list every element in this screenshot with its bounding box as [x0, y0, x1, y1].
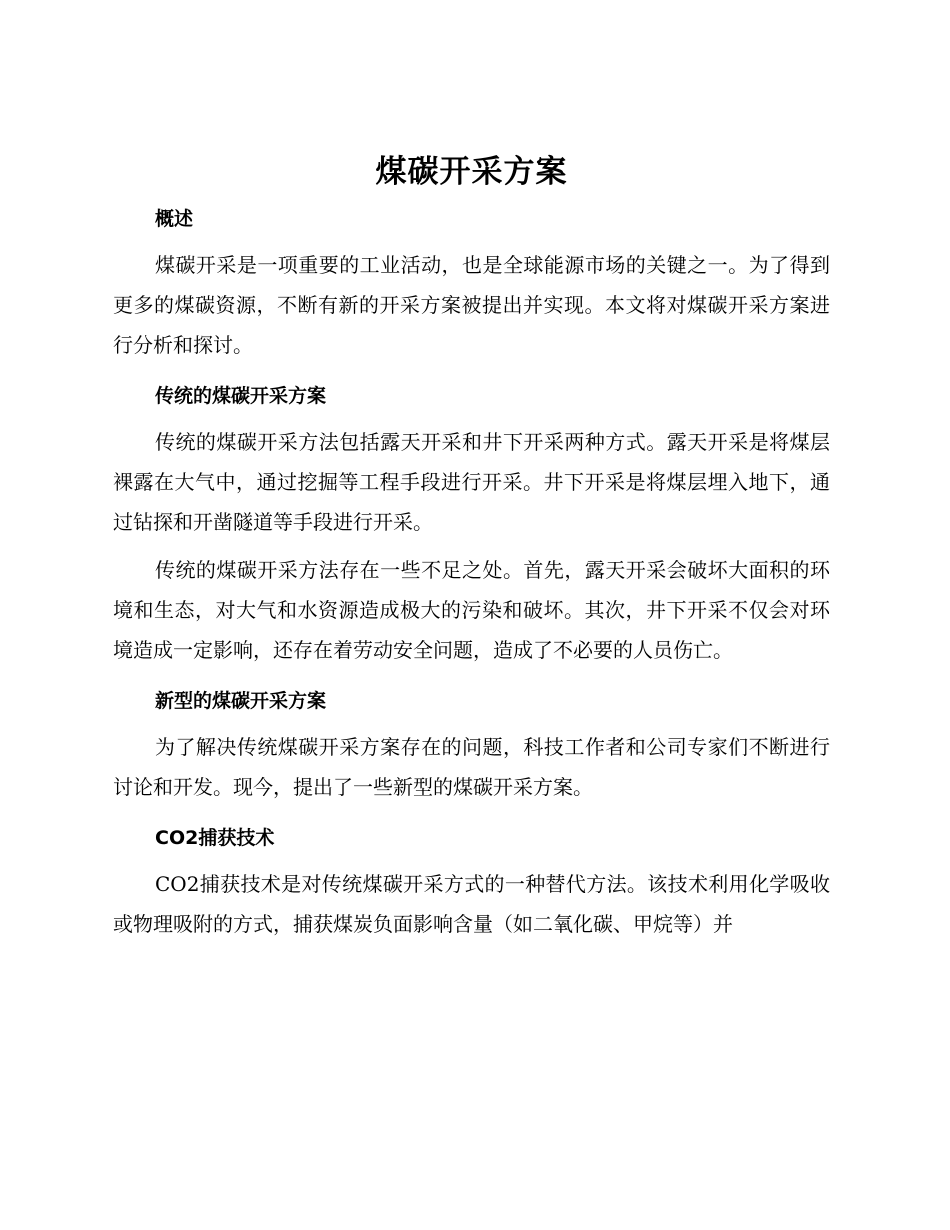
paragraph: 煤碳开采是一项重要的工业活动，也是全球能源市场的关键之一。为了得到更多的煤碳资源，不断有新的开采方案被提出并实现。本文将对煤碳开采方案进行分析和探讨。 — [113, 253, 830, 357]
section-overview — [113, 196, 830, 365]
section-heading-co2-capture: CO2捕获技术 — [155, 827, 275, 849]
paragraph: 传统的煤碳开采方法包括露天开采和井下开采两种方式。露天开采是将煤层裸露在大气中，通过挖掘等工程手段进行开采。井下开采是将煤层埋入地下，通过钻探和开凿隧道等手段进行开采。 — [113, 430, 830, 534]
paragraph: 传统的煤碳开采方法存在一些不足之处。首先，露天开采会破坏大面积的环境和生态，对大气和水资源造成极大的污染和破坏。其次，井下开采不仅会对环境造成一定影响，还存在着劳动安全问题，造成了不必要的人员伤亡。 — [113, 558, 830, 662]
section-heading-overview: 概述 — [155, 208, 194, 230]
document-title: 煤碳开采方案 — [375, 154, 568, 190]
paragraph: CO2捕获技术是对传统煤碳开采方式的一种替代方法。该技术利用化学吸收或物理吸附的方式，捕获煤炭负面影响含量（如二氧化碳、甲烷等）并 — [113, 872, 830, 936]
section-heading-new-mining: 新型的煤碳开采方案 — [155, 690, 327, 712]
paragraph: 为了解决传统煤碳开采方案存在的问题，科技工作者和公司专家们不断进行讨论和开发。现今，提出了一些新型的煤碳开采方案。 — [113, 735, 830, 799]
section-new-mining — [113, 678, 830, 807]
document-body — [113, 148, 830, 952]
section-co2-capture — [113, 815, 830, 944]
section-traditional-mining — [113, 373, 830, 670]
section-heading-traditional-mining: 传统的煤碳开采方案 — [155, 385, 327, 407]
